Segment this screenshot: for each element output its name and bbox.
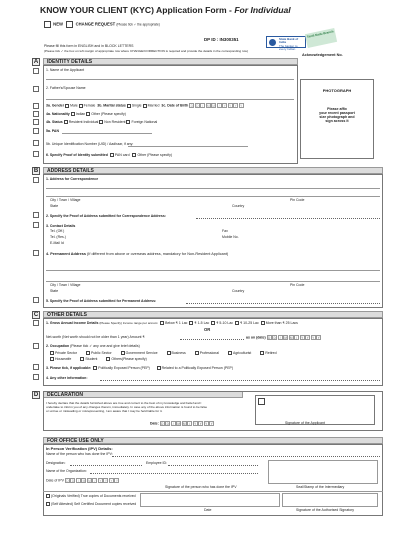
self-attested-row: (Self Attested) Self Certified Document copies received bbox=[46, 502, 136, 506]
occupation-checkbox[interactable] bbox=[86, 351, 90, 355]
branch-stamp: Tamil Nadu Branch bbox=[305, 28, 337, 48]
change-box-a5a[interactable] bbox=[33, 128, 39, 134]
occupation-checkbox[interactable] bbox=[228, 351, 232, 355]
male-checkbox[interactable] bbox=[65, 104, 69, 108]
income-row: 1. Gross Annual Income Details (Please Specify) Income range per annum: Below ₹ 1 Lac ₹ 1-5 Lac ₹ 5-10 Lac ₹ 10-25 Lac More than ₹ 25 Lacs bbox=[46, 321, 298, 325]
corr-address-label: 1. Address for Correspondence bbox=[46, 177, 99, 181]
income-below-1-checkbox[interactable] bbox=[160, 321, 164, 325]
section-c-letter: C bbox=[33, 312, 39, 318]
mobile-label: Mobile No. bbox=[222, 235, 239, 239]
new-label: NEW bbox=[53, 21, 63, 27]
org-label: Name of the Organization: bbox=[46, 469, 87, 473]
income-more-25-checkbox[interactable] bbox=[261, 321, 265, 325]
occupation-checkbox[interactable] bbox=[121, 351, 125, 355]
networth-row: Net-worth (Net worth should not be older than 1 year) Amount ₹ bbox=[46, 335, 145, 339]
dob-cell[interactable]: D bbox=[190, 104, 193, 108]
seal-label: Seal/Stamp of the Intermediary bbox=[296, 485, 345, 489]
photograph-box[interactable] bbox=[300, 79, 374, 159]
office-use-title: FOR OFFICE USE ONLY bbox=[43, 437, 383, 444]
occupation-checkbox[interactable] bbox=[260, 351, 264, 355]
networth-date-cell[interactable]: Y bbox=[301, 336, 304, 340]
dob-cell[interactable]: M bbox=[206, 104, 210, 108]
dob-cell[interactable]: Y bbox=[240, 104, 243, 108]
ipv-date-cell[interactable]: Y bbox=[104, 479, 107, 483]
employee-id-label: Employee ID: bbox=[146, 461, 168, 465]
section-b-letter: B bbox=[33, 168, 39, 174]
originals-checkbox[interactable] bbox=[46, 494, 50, 498]
change-box-b1[interactable] bbox=[33, 177, 39, 183]
ipv-date-cell[interactable]: / bbox=[92, 478, 97, 483]
perm-city-label: City / Town / Village bbox=[50, 283, 81, 287]
change-box-a4b[interactable] bbox=[33, 119, 39, 125]
married-checkbox[interactable] bbox=[143, 104, 147, 108]
pep-checkbox[interactable] bbox=[93, 366, 97, 370]
section-a-letter: A bbox=[33, 59, 39, 65]
section-d-letter: D bbox=[33, 392, 39, 398]
occupation-checkbox[interactable] bbox=[167, 351, 171, 355]
change-box-b4[interactable] bbox=[33, 250, 39, 256]
ipv-date-cell[interactable]: Y bbox=[110, 479, 113, 483]
networth-date-field[interactable] bbox=[267, 335, 322, 340]
occupation-label: Agriculturist bbox=[232, 351, 252, 355]
father-name-label: 2. Father's/Spouse Name bbox=[46, 86, 86, 90]
dob-cell[interactable]: Y bbox=[229, 104, 232, 108]
photo-instruction-line: size photograph and bbox=[319, 115, 355, 119]
income-5-10-checkbox[interactable] bbox=[211, 321, 215, 325]
photo-instruction-line: your recent passport bbox=[319, 111, 355, 115]
networth-date-cell[interactable]: / bbox=[294, 335, 299, 340]
occupation-checkbox[interactable] bbox=[50, 357, 54, 361]
employee-id-line[interactable] bbox=[168, 465, 258, 466]
ipv-date-cell[interactable]: D bbox=[71, 479, 75, 483]
dob-field[interactable] bbox=[189, 103, 244, 108]
change-note: (Please tick ✓ the appropriate) bbox=[116, 22, 160, 27]
ipv-date-row: Date of IPV D D / M M / Y Y Y Y bbox=[46, 478, 118, 483]
form-title bbox=[40, 5, 291, 15]
change-box-c2[interactable] bbox=[33, 343, 39, 349]
declaration-date-cell[interactable]: Y bbox=[194, 422, 197, 426]
networth-date-cell[interactable]: D bbox=[267, 336, 271, 340]
single-checkbox[interactable] bbox=[127, 104, 131, 108]
change-box-c1[interactable] bbox=[33, 320, 39, 326]
proof-perm-label: 5. Specify the Proof of Address submitted for Permanent Address: bbox=[46, 299, 157, 303]
proof-corr-label: 2. Specify the Proof of Address submitted for Correspondence Address: bbox=[46, 214, 166, 218]
tel-off-label: Tel. (Off.) bbox=[50, 229, 65, 233]
ipv-date-cell[interactable]: M bbox=[88, 479, 91, 483]
instruction-2: (Please tick ✓ the box on left margin of appropriate row where CHANGE/CORRECTION is required and provide the details in the corresponding row) bbox=[44, 49, 248, 53]
bank-logo: State Bank of India The banker to every Indian bbox=[266, 36, 306, 48]
new-checkbox[interactable] bbox=[44, 21, 51, 28]
declaration-date-cell[interactable]: D bbox=[161, 422, 164, 426]
declaration-date-cell[interactable]: Y bbox=[205, 422, 208, 426]
proof-corr-line[interactable] bbox=[196, 218, 380, 219]
corr-address-line-2[interactable] bbox=[46, 196, 380, 197]
section-c-title: OTHER DETAILS bbox=[43, 311, 383, 318]
ipv-date-cell[interactable]: / bbox=[76, 478, 81, 483]
ipv-date-cell[interactable]: D bbox=[66, 479, 69, 483]
declaration-line-1: I hereby declare that the details furnished above are true and correct to the best of my knowledge and belief and I bbox=[46, 401, 202, 405]
section-b-title: ADDRESS DETAILS bbox=[43, 167, 383, 174]
pan-line[interactable] bbox=[62, 133, 152, 134]
corr-state-label: State bbox=[50, 204, 59, 208]
occupation-label: Business bbox=[171, 351, 186, 355]
other-info-line[interactable] bbox=[100, 380, 380, 381]
change-box-a1[interactable] bbox=[33, 68, 39, 74]
networth-line[interactable] bbox=[180, 339, 244, 340]
seal-box[interactable] bbox=[268, 460, 378, 484]
designation-line[interactable] bbox=[70, 465, 142, 466]
income-1-5-checkbox[interactable] bbox=[189, 321, 193, 325]
applicant-signature-label: Signature of the Applicant bbox=[285, 421, 325, 425]
section-a-title: IDENTITY DETAILS bbox=[43, 58, 298, 65]
corr-city-label: City / Town / Village bbox=[50, 198, 81, 202]
other-nationality-checkbox[interactable] bbox=[86, 112, 90, 116]
ipv-date-field[interactable] bbox=[65, 478, 120, 483]
email-label: E-Mail Id bbox=[50, 241, 64, 245]
auth-signature-label: Signature of the Authorised Signatory bbox=[296, 508, 354, 512]
self-attested-checkbox[interactable] bbox=[46, 502, 50, 506]
corr-country-label: Country bbox=[232, 204, 245, 208]
declaration-line-2: undertake to inform you of any changes therein, immediately. In case any of the above information is found to be false bbox=[46, 405, 208, 409]
section-d-title: DECLARATION bbox=[43, 391, 243, 398]
photo-instructions bbox=[301, 107, 373, 123]
change-box-a6[interactable] bbox=[33, 151, 39, 157]
title-text: KNOW YOUR CLIENT (KYC) Application Form - bbox=[40, 5, 232, 15]
applicant-name-label: 1. Name of the Applicant bbox=[46, 68, 85, 72]
occupation-label: Retired bbox=[265, 351, 277, 355]
occupation-options-2 bbox=[50, 357, 156, 361]
office-divider bbox=[43, 491, 383, 492]
perm-pin-label: Pin Code bbox=[290, 283, 305, 287]
occupation-options-1 bbox=[50, 351, 286, 355]
instruction-1: Please fill this form in ENGLISH and in BLOCK LETTERS bbox=[44, 44, 134, 48]
corr-address-line-1[interactable] bbox=[46, 188, 380, 189]
perm-address-line-2[interactable] bbox=[46, 281, 380, 282]
pan-card-checkbox[interactable] bbox=[110, 153, 114, 157]
uid-label: 5b. Unique Identification Number (UID) / Aadhaar, if any: bbox=[46, 142, 134, 146]
dob-cell[interactable]: / bbox=[200, 103, 205, 108]
dob-cell[interactable]: M bbox=[212, 104, 216, 108]
status-row: 4b. Status Resident Individual Non Resident Foreign National bbox=[46, 120, 158, 124]
networth-date-cell[interactable]: M bbox=[289, 336, 293, 340]
resident-checkbox[interactable] bbox=[64, 120, 68, 124]
networth-date-cell[interactable]: M bbox=[284, 336, 287, 340]
networth-date-cell[interactable]: / bbox=[278, 335, 283, 340]
gender-marital-dob-row: 3a. Gender Male Female 3b. Marital status Single Married 3c. Date of Birth D D / M M / Y Y Y Y bbox=[46, 103, 243, 108]
declaration-date-row: Date: D D / M M / Y Y Y Y bbox=[150, 421, 213, 426]
change-box-a5b[interactable] bbox=[33, 140, 39, 146]
change-box-c4[interactable] bbox=[33, 374, 39, 380]
date-box[interactable] bbox=[140, 493, 280, 507]
declaration-date-cell[interactable]: D bbox=[166, 422, 169, 426]
form-type-row bbox=[44, 21, 160, 28]
ipv-name-line[interactable] bbox=[112, 456, 380, 457]
as-on-row: as on (date) D D / M M / Y Y Y Y bbox=[246, 335, 320, 340]
photo-instruction-line: sign across it bbox=[325, 119, 349, 123]
applicant-name-line[interactable] bbox=[46, 79, 294, 80]
occupation-checkbox[interactable] bbox=[50, 351, 54, 355]
occupation-label: Public Sector bbox=[90, 351, 112, 355]
tel-res-label: Tel. (Res.) bbox=[50, 235, 66, 239]
ipv-title: In Person Verification (IPV) Details: bbox=[46, 446, 113, 451]
occupation-checkbox[interactable] bbox=[195, 351, 199, 355]
income-10-25-checkbox[interactable] bbox=[235, 321, 239, 325]
occupation-label-row: 2. Occupation (Please tick ✓ any one and give brief details) bbox=[46, 344, 140, 348]
occupation-label: Professional bbox=[199, 351, 219, 355]
change-box-b2[interactable] bbox=[33, 212, 39, 218]
declaration-date-field[interactable] bbox=[160, 421, 215, 426]
female-checkbox[interactable] bbox=[79, 104, 83, 108]
change-box-a3[interactable] bbox=[33, 103, 39, 109]
dob-cell[interactable]: D bbox=[196, 104, 199, 108]
ipv-signature-label: Signature of the person who has done the IPV bbox=[165, 485, 237, 489]
foreign-national-checkbox[interactable] bbox=[126, 120, 130, 124]
proof-identity-row: 6. Specify Proof of Identity submitted PAN card Other (Please specify) bbox=[46, 153, 173, 157]
corr-pin-label: Pin Code bbox=[290, 198, 305, 202]
or-label: OR bbox=[204, 327, 211, 332]
change-request-checkbox[interactable] bbox=[66, 21, 73, 28]
change-box-a2[interactable] bbox=[33, 86, 39, 92]
change-box-b3[interactable] bbox=[33, 222, 39, 228]
ipv-date-cell[interactable]: Y bbox=[115, 479, 118, 483]
declaration-date-cell[interactable]: / bbox=[187, 421, 192, 426]
declaration-date-cell[interactable]: / bbox=[171, 421, 176, 426]
ipv-name-label: Name of the person who has done the IPV: bbox=[46, 452, 113, 456]
declaration-date-cell[interactable]: M bbox=[177, 422, 181, 426]
occupation-checkbox[interactable] bbox=[80, 357, 84, 361]
pep-row: 3. Please tick, if applicable: Politically Exposed Person (PEP) Related to a Politically Exposed Person (PEP) bbox=[46, 366, 234, 370]
dob-cell[interactable]: / bbox=[217, 103, 222, 108]
declaration-line-3: or untrue or misleading or misrepresenting, I am aware that I may be held liable for it. bbox=[46, 409, 163, 413]
change-box-c3[interactable] bbox=[33, 364, 39, 370]
section-b-frame bbox=[43, 174, 383, 308]
title-italic: For Individual bbox=[234, 5, 291, 15]
declaration-checkbox[interactable] bbox=[258, 398, 265, 405]
dob-cell[interactable]: Y bbox=[234, 104, 237, 108]
change-request-label: CHANGE REQUEST bbox=[75, 21, 116, 27]
designation-label: Designation: bbox=[46, 461, 66, 465]
occupation-label: Housewife bbox=[55, 357, 72, 361]
ipv-date-cell[interactable]: Y bbox=[99, 479, 102, 483]
bank-logo-icon bbox=[269, 39, 276, 46]
nationality-row: 4a. Nationality Indian Other (Please specify) bbox=[46, 112, 126, 116]
dp-id: DP ID : IN300351 bbox=[204, 37, 239, 42]
ack-number-label: Acknowledgement No. bbox=[302, 53, 343, 57]
change-box-a4a[interactable] bbox=[33, 111, 39, 117]
dob-cell[interactable]: Y bbox=[223, 104, 226, 108]
networth-date-cell[interactable]: Y bbox=[317, 336, 320, 340]
photo-instruction-line: Please affix bbox=[327, 107, 347, 111]
indian-checkbox[interactable] bbox=[71, 112, 75, 116]
networth-date-cell[interactable]: Y bbox=[312, 336, 315, 340]
occupation-label: Private Sector bbox=[55, 351, 77, 355]
occupation-checkbox[interactable] bbox=[106, 357, 110, 361]
perm-address-line-1[interactable] bbox=[46, 270, 380, 271]
perm-state-label: State bbox=[50, 289, 59, 293]
father-name-line[interactable] bbox=[46, 99, 294, 100]
pan-label: 5a. PAN bbox=[46, 129, 59, 133]
occupation-label: Government Service bbox=[125, 351, 158, 355]
originals-row: (Originals Verified) True copies of Documents received bbox=[46, 494, 136, 498]
org-line[interactable] bbox=[90, 473, 258, 474]
networth-date-cell[interactable]: Y bbox=[306, 336, 309, 340]
non-resident-checkbox[interactable] bbox=[99, 120, 103, 124]
fax-label: Fax bbox=[222, 229, 228, 233]
networth-date-cell[interactable]: D bbox=[273, 336, 276, 340]
perm-address-row: 4. Permanent Address (If different from above or overseas address, mandatory for Non-Resident Applicant) bbox=[46, 252, 229, 256]
photo-title: PHOTOGRAPH bbox=[322, 88, 352, 93]
ipv-date-cell[interactable]: M bbox=[82, 479, 86, 483]
occupation-label: Student bbox=[85, 357, 98, 361]
contact-label: 3. Contact Details bbox=[46, 224, 76, 228]
occupation-label: Others(Please specify) bbox=[111, 357, 147, 361]
perm-country-label: Country bbox=[232, 289, 245, 293]
office-date-label: Date bbox=[204, 508, 212, 512]
uid-line[interactable] bbox=[128, 146, 248, 147]
related-pep-checkbox[interactable] bbox=[157, 366, 161, 370]
declaration-date-cell[interactable]: Y bbox=[199, 422, 202, 426]
other-info-label: 4. Any other information: bbox=[46, 376, 88, 380]
change-box-b5[interactable] bbox=[33, 297, 39, 303]
proof-perm-line[interactable] bbox=[186, 303, 380, 304]
declaration-date-cell[interactable]: M bbox=[182, 422, 186, 426]
auth-signature-box[interactable] bbox=[282, 493, 378, 507]
declaration-date-cell[interactable]: Y bbox=[210, 422, 213, 426]
other-proof-checkbox[interactable] bbox=[132, 153, 136, 157]
